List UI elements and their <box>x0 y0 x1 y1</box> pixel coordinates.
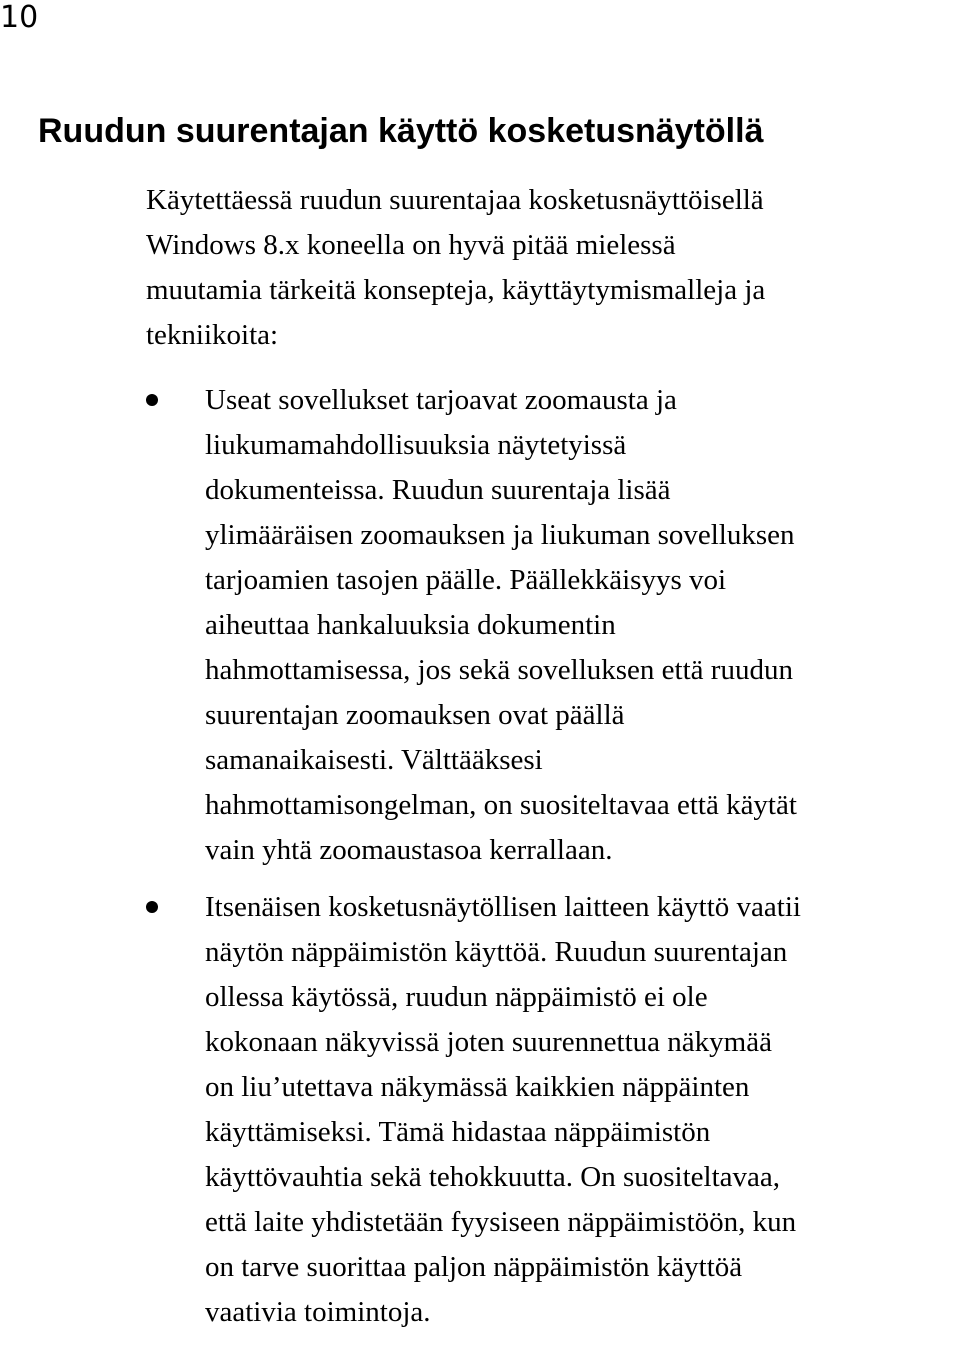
list-item-line: ollessa käytössä, ruudun näppäimistö ei ole <box>205 981 708 1013</box>
list-item-line: suurentajan zoomauksen ovat päällä <box>205 699 625 731</box>
bullet-icon <box>146 394 158 406</box>
document-body <box>146 178 946 1347</box>
intro-line: Käytettäessä ruudun suurentajaa kosketusnäyttöisellä <box>146 184 764 216</box>
list-item-line: Useat sovellukset tarjoavat zoomausta ja <box>205 384 677 416</box>
list-item-line: käyttämiseksi. Tämä hidastaa näppäimistön <box>205 1116 711 1148</box>
list-item-line: liukumamahdollisuuksia näytetyissä <box>205 429 627 461</box>
list-item-line: aiheuttaa hankaluuksia dokumentin <box>205 609 616 641</box>
list-item-line: on tarve suorittaa paljon näppäimistön käyttöä <box>205 1251 743 1283</box>
list-item-line: Itsenäisen kosketusnäytöllisen laitteen käyttö vaatii <box>205 891 801 923</box>
list-item <box>146 885 946 1335</box>
list-item-line: hahmottamisongelman, on suositeltavaa että käytät <box>205 789 797 821</box>
list-item-line: hahmottamisessa, jos sekä sovelluksen että ruudun <box>205 654 793 686</box>
list-item-line: on liu’utettava näkymässä kaikkien näppäinten <box>205 1071 750 1103</box>
list-item-line: ylimääräisen zoomauksen ja liukuman sovelluksen <box>205 519 795 551</box>
list-item-line: vaativia toimintoja. <box>205 1296 431 1328</box>
list-item-line: että laite yhdistetään fyysiseen näppäimistöön, kun <box>205 1206 797 1238</box>
list-item-line: vain yhtä zoomaustasoa kerrallaan. <box>205 834 613 866</box>
bullet-icon <box>146 901 158 913</box>
list-item-line: samanaikaisesti. Välttääksesi <box>205 744 543 776</box>
bullet-list <box>146 378 946 1335</box>
list-item-line: tarjoamien tasojen päälle. Päällekkäisyys voi <box>205 564 727 596</box>
intro-line: Windows 8.x koneella on hyvä pitää mielessä <box>146 229 676 261</box>
list-item-line: kokonaan näkyvissä joten suurennettua näkymää <box>205 1026 772 1058</box>
list-item <box>146 378 946 873</box>
list-item-line: käyttövauhtia sekä tehokkuutta. On suositeltavaa, <box>205 1161 781 1193</box>
page-number: 10 <box>0 0 39 35</box>
intro-line: tekniikoita: <box>146 319 279 351</box>
page-title: Ruudun suurentajan käyttö kosketusnäytöllä <box>38 112 764 150</box>
intro-paragraph <box>146 178 946 358</box>
list-item-line: näytön näppäimistön käyttöä. Ruudun suurentajan <box>205 936 788 968</box>
list-item-line: dokumenteissa. Ruudun suurentaja lisää <box>205 474 671 506</box>
intro-line: muutamia tärkeitä konsepteja, käyttäytymismalleja ja <box>146 274 766 306</box>
